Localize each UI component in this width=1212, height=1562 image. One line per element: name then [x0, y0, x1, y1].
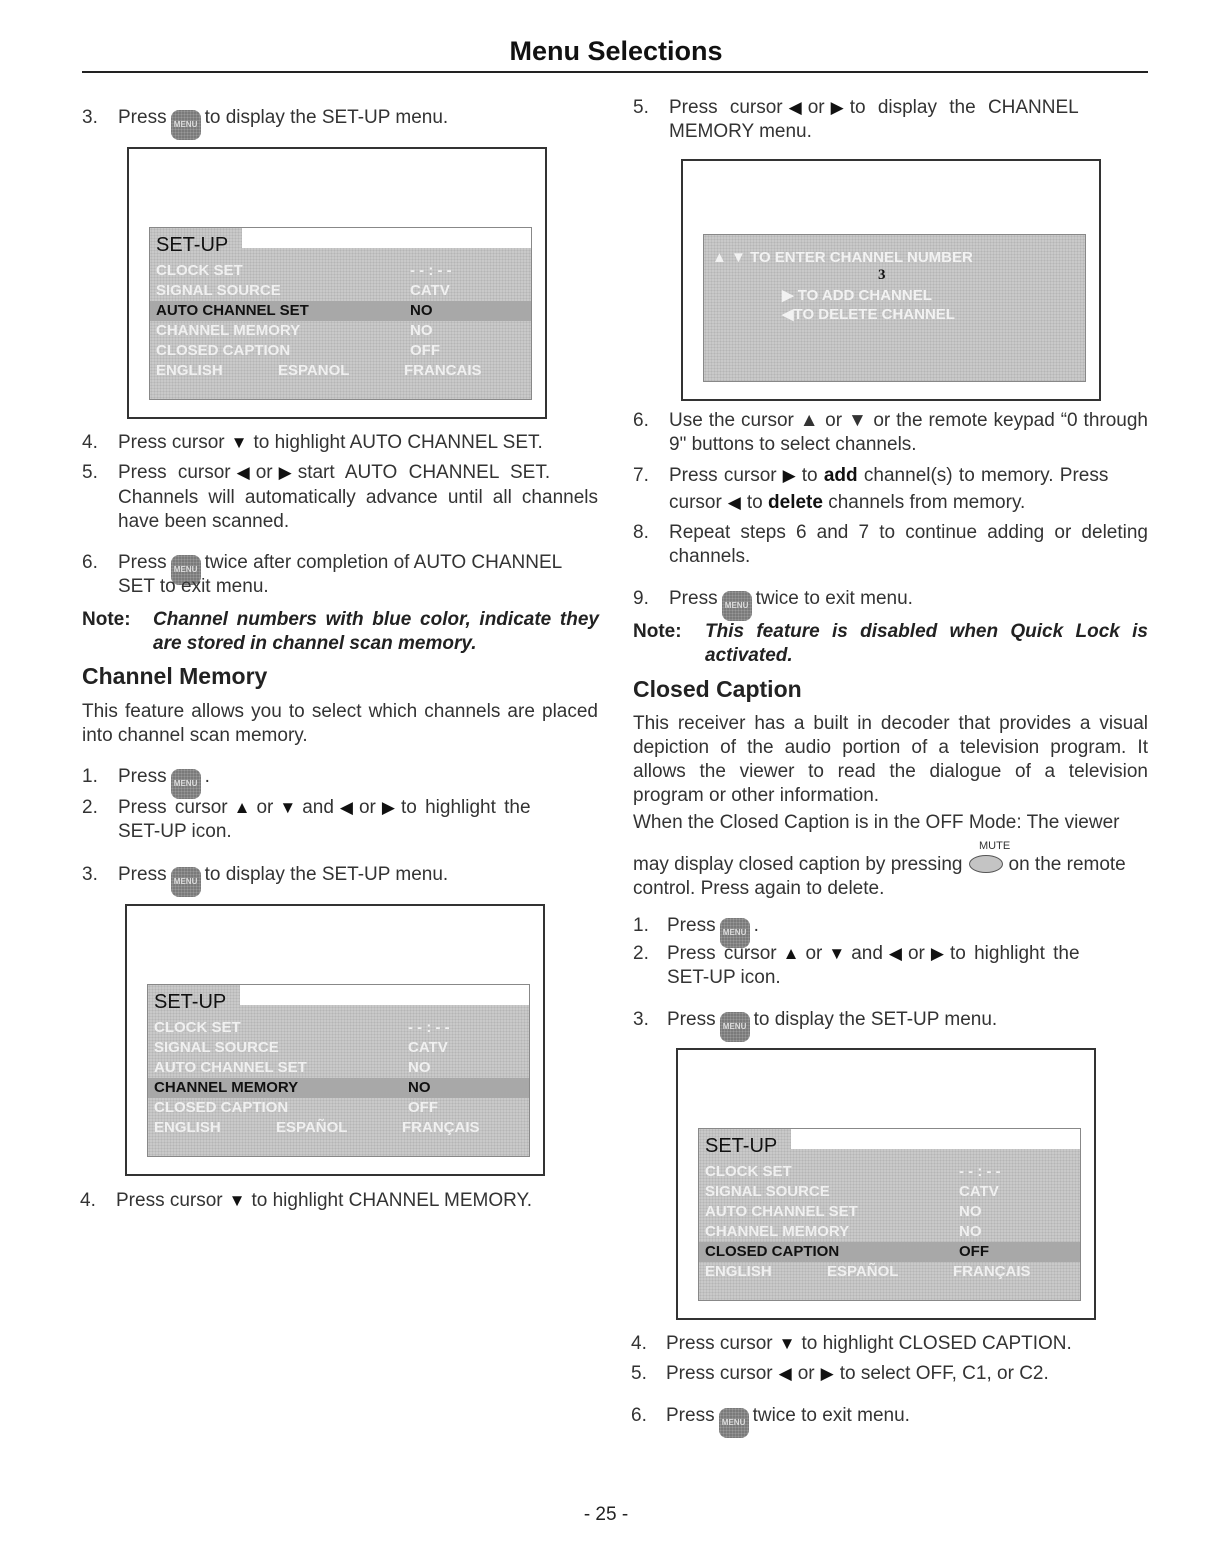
down-arrow-icon: ▼ — [230, 433, 248, 452]
down-arrow-icon: ▼ — [778, 1334, 796, 1353]
left-arrow-icon: ◀ — [727, 493, 741, 512]
add-channel-line — [782, 286, 932, 304]
up-arrow-icon: ▲ — [712, 249, 727, 266]
step-number: 3. — [633, 1009, 649, 1030]
osd-row-closed-caption[interactable] — [699, 1242, 1080, 1262]
row-value: NO — [408, 1059, 431, 1076]
tv-screen-setup-channel-memory — [125, 904, 545, 1176]
text-pre: may display closed caption by pressing — [633, 854, 963, 875]
step-mid: to — [801, 465, 818, 486]
step-pre: Press cursor — [669, 465, 777, 486]
pressing-text — [633, 853, 1126, 877]
right-arrow-icon: ▶ — [782, 287, 794, 304]
step-number: 2. — [633, 943, 649, 964]
left-arrow-icon: ◀ — [778, 1364, 792, 1383]
osd-row-language[interactable] — [148, 1118, 529, 1138]
step-post: twice to exit menu. — [752, 1405, 910, 1426]
tv-screen-setup-closed-caption — [676, 1048, 1096, 1320]
step-or: or — [256, 797, 274, 818]
page-number: - 25 - — [583, 1504, 629, 1525]
step-pre: Press cursor — [666, 1333, 773, 1354]
step-text — [669, 464, 1108, 488]
step-pre: Press — [667, 915, 716, 936]
setup-osd-menu — [149, 227, 532, 400]
lang-english[interactable]: ENGLISH — [154, 1119, 221, 1136]
step-pre: Press cursor — [118, 432, 225, 453]
step-pre: Press — [669, 588, 718, 609]
section-intro: This receiver has a built in decoder that provides a visual depiction of the audio portion of a television program. It allows the viewer to read the dialogue of a television program or other information. — [633, 713, 1148, 806]
osd-row-auto-channel-set[interactable] — [148, 1058, 529, 1078]
step-text — [667, 1008, 997, 1042]
step-text — [669, 96, 1079, 120]
add-keyword: add — [823, 465, 858, 486]
osd-row-clock-set[interactable] — [699, 1162, 1080, 1182]
add-channel-text: TO ADD CHANNEL — [797, 287, 932, 304]
row-label: AUTO CHANNEL SET — [156, 302, 309, 319]
left-arrow-icon: ◀ — [788, 98, 802, 117]
step-mid: channel(s) to memory. Press — [863, 465, 1109, 486]
row-value: - - : - - — [959, 1163, 1001, 1180]
step-post: to display the SET-UP menu. — [753, 1009, 998, 1030]
step-or: or — [358, 797, 376, 818]
step-mid: or — [797, 1363, 815, 1384]
osd-tab-setup: SET-UP — [705, 1135, 778, 1157]
step-number: 8. — [633, 522, 649, 543]
setup-osd-menu — [698, 1128, 1081, 1301]
channel-number-value: 3 — [878, 267, 886, 283]
step-number: 1. — [82, 766, 98, 787]
menu-button-icon: MENU — [720, 918, 750, 948]
page-title: Menu Selections — [509, 36, 723, 66]
step-continuation: SET-UP icon. — [667, 967, 781, 988]
down-arrow-icon: ▼ — [731, 249, 746, 266]
lang-espanol[interactable]: ESPANOL — [278, 362, 350, 379]
step-post: . — [204, 766, 210, 787]
up-arrow-icon: ▲ — [782, 944, 800, 963]
step-number: 4. — [82, 432, 98, 453]
step-pre: Press cursor — [669, 97, 783, 118]
osd-row-auto-channel-set[interactable] — [150, 301, 531, 321]
osd-row-signal-source[interactable] — [699, 1182, 1080, 1202]
step-pre: Press — [118, 766, 167, 787]
step-number: 4. — [631, 1333, 647, 1354]
section-heading-channel-memory: Channel Memory — [82, 663, 268, 689]
step-number: 3. — [82, 107, 98, 128]
row-value: CATV — [410, 282, 450, 299]
right-arrow-icon: ▶ — [278, 463, 292, 482]
down-arrow-icon: ▼ — [228, 1191, 246, 1210]
osd-row-closed-caption[interactable] — [150, 341, 531, 361]
step-number: 9. — [633, 588, 649, 609]
title-rule — [82, 71, 1148, 73]
step-continuation: Channels will automatically advance until all channels have been scanned. — [118, 487, 598, 532]
step-pre: Press — [118, 107, 167, 128]
right-arrow-icon: ▶ — [930, 944, 944, 963]
menu-button-icon: MENU — [171, 769, 201, 799]
step-number: 1. — [633, 915, 649, 936]
row-label: CHANNEL MEMORY — [154, 1079, 299, 1096]
step-post: to highlight AUTO CHANNEL SET. — [253, 432, 543, 453]
step-post: twice after completion of AUTO CHANNEL — [204, 552, 563, 573]
step-number: 4. — [80, 1190, 96, 1211]
lang-francais[interactable]: FRANÇAIS — [402, 1119, 480, 1136]
step-text — [666, 1362, 1049, 1386]
menu-button-icon: MENU — [719, 1408, 749, 1438]
note-label: Note: — [82, 609, 131, 630]
step-post: channels from memory. — [828, 492, 1026, 513]
pressing-continuation: control. Press again to delete. — [633, 878, 885, 899]
section-heading-closed-caption: Closed Caption — [633, 676, 802, 702]
step-pre: Press cursor — [666, 1363, 773, 1384]
delete-keyword: delete — [768, 492, 823, 513]
step-number: 6. — [631, 1405, 647, 1426]
menu-button-icon: MENU — [171, 555, 201, 585]
step-and: and — [851, 943, 883, 964]
step-pre: Press cursor — [118, 797, 228, 818]
menu-button-icon: MENU — [171, 110, 201, 140]
row-value: NO — [959, 1223, 982, 1240]
step-text — [669, 587, 913, 621]
osd-tab-setup: SET-UP — [154, 991, 227, 1013]
left-arrow-icon: ◀ — [236, 463, 250, 482]
step-post: to display the SET-UP menu. — [204, 107, 449, 128]
lang-english[interactable]: ENGLISH — [156, 362, 223, 379]
step-post: start AUTO CHANNEL SET. — [297, 462, 551, 483]
delete-channel-line — [782, 305, 955, 323]
row-label: SIGNAL SOURCE — [154, 1039, 279, 1056]
step-text: Use the cursor ▲ or ▼ or the remote keypad “0 through 9" buttons to select channels. — [669, 410, 1148, 455]
osd-row-channel-memory[interactable] — [148, 1078, 529, 1098]
row-value: NO — [408, 1079, 431, 1096]
menu-button-icon: MENU — [720, 1012, 750, 1042]
row-value: OFF — [959, 1243, 989, 1260]
right-arrow-icon: ▶ — [381, 798, 395, 817]
osd-header-bar — [242, 228, 531, 248]
step-post: to select OFF, C1, or C2. — [839, 1363, 1049, 1384]
step-post: to display the CHANNEL — [849, 97, 1079, 118]
step-pre: Press — [118, 864, 167, 885]
step-number: 5. — [82, 462, 98, 483]
row-label: CHANNEL MEMORY — [156, 322, 301, 339]
step-number: 2. — [82, 797, 98, 818]
osd-row-language[interactable] — [699, 1262, 1080, 1282]
osd-tab-setup: SET-UP — [156, 234, 229, 256]
lang-espanol[interactable]: ESPAÑOL — [276, 1119, 348, 1136]
row-value: - - : - - — [410, 262, 452, 279]
osd-row-auto-channel-set[interactable] — [699, 1202, 1080, 1222]
section-intro: This feature allows you to select which channels are placed into channel scan memory. — [82, 701, 598, 746]
step-pre: Press cursor — [116, 1190, 223, 1211]
step-text — [667, 942, 1080, 966]
menu-button-icon: MENU — [171, 867, 201, 897]
step-post: to highlight CHANNEL MEMORY. — [251, 1190, 533, 1211]
right-arrow-icon: ▶ — [830, 98, 844, 117]
tv-screen-setup-auto — [127, 147, 547, 419]
step-pre: cursor — [669, 492, 722, 513]
step-text — [118, 796, 531, 820]
row-label: SIGNAL SOURCE — [156, 282, 281, 299]
lang-english[interactable]: ENGLISH — [705, 1263, 772, 1280]
row-value: OFF — [410, 342, 440, 359]
step-number: 3. — [82, 864, 98, 885]
step-text — [118, 765, 210, 799]
step-text — [118, 431, 543, 455]
step-text — [116, 1189, 532, 1213]
row-value: - - : - - — [408, 1019, 450, 1036]
osd-row-language[interactable] — [150, 361, 531, 381]
step-mid: or — [255, 462, 273, 483]
row-value: NO — [959, 1203, 982, 1220]
row-label: CLOCK SET — [705, 1163, 792, 1180]
tv-screen-channel-memory — [681, 159, 1101, 401]
left-arrow-icon: ◀ — [782, 306, 794, 323]
row-label: CLOSED CAPTION — [705, 1243, 840, 1260]
step-pre: Press — [118, 552, 167, 573]
row-label: AUTO CHANNEL SET — [154, 1059, 307, 1076]
left-arrow-icon: ◀ — [339, 798, 353, 817]
row-value: OFF — [408, 1099, 438, 1116]
row-label: CLOCK SET — [156, 262, 243, 279]
mute-button-icon — [969, 855, 1003, 873]
step-number: 7. — [633, 465, 649, 486]
setup-osd-menu — [147, 984, 530, 1157]
step-post: to display the SET-UP menu. — [204, 864, 449, 885]
down-arrow-icon: ▼ — [828, 944, 846, 963]
lang-francais[interactable]: FRANCAIS — [404, 362, 482, 379]
enter-channel-line — [712, 249, 973, 266]
right-arrow-icon: ▶ — [782, 466, 796, 485]
osd-header-bar — [240, 985, 529, 1005]
step-post: to highlight the — [400, 797, 531, 818]
step-number: 5. — [633, 97, 649, 118]
osd-row-closed-caption[interactable] — [148, 1098, 529, 1118]
osd-row-signal-source[interactable] — [150, 281, 531, 301]
step-number: 5. — [631, 1363, 647, 1384]
row-value: CATV — [408, 1039, 448, 1056]
step-pre: Press — [667, 1009, 716, 1030]
channel-memory-osd — [703, 234, 1086, 382]
step-continuation: MEMORY menu. — [669, 121, 812, 142]
step-pre: Press — [666, 1405, 715, 1426]
right-arrow-icon: ▶ — [820, 1364, 834, 1383]
step-continuation: SET to exit menu. — [118, 576, 269, 597]
step-text — [118, 461, 550, 485]
step-continuation — [669, 491, 1025, 515]
osd-row-signal-source[interactable] — [148, 1038, 529, 1058]
note-label: Note: — [633, 621, 682, 642]
step-mid: or — [807, 97, 825, 118]
lang-espanol[interactable]: ESPAÑOL — [827, 1263, 899, 1280]
note-text: This feature is disabled when Quick Lock is activated. — [705, 621, 1148, 666]
step-text — [666, 1332, 1072, 1356]
step-continuation: SET-UP icon. — [118, 821, 232, 842]
row-label: CHANNEL MEMORY — [705, 1223, 850, 1240]
osd-header-bar — [791, 1129, 1080, 1149]
step-post: to highlight CLOSED CAPTION. — [801, 1333, 1072, 1354]
menu-button-icon: MENU — [722, 591, 752, 621]
row-label: CLOSED CAPTION — [156, 342, 291, 359]
delete-channel-text: TO DELETE CHANNEL — [793, 306, 955, 323]
text-post: on the remote — [1008, 854, 1126, 875]
row-label: SIGNAL SOURCE — [705, 1183, 830, 1200]
step-text — [666, 1404, 910, 1438]
osd-row-channel-memory[interactable] — [699, 1222, 1080, 1242]
step-number: 6. — [82, 552, 98, 573]
lang-francais[interactable]: FRANÇAIS — [953, 1263, 1031, 1280]
osd-row-clock-set[interactable] — [148, 1018, 529, 1038]
osd-row-clock-set[interactable] — [150, 261, 531, 281]
step-or: or — [805, 943, 823, 964]
step-text — [118, 106, 448, 140]
off-mode-text: When the Closed Caption is in the OFF Mode: The viewer — [633, 812, 1120, 833]
row-value: CATV — [959, 1183, 999, 1200]
left-arrow-icon: ◀ — [888, 944, 902, 963]
step-number: 6. — [633, 410, 649, 431]
step-post: to highlight the — [949, 943, 1080, 964]
enter-channel-text: TO ENTER CHANNEL NUMBER — [750, 249, 973, 266]
row-value: NO — [410, 322, 433, 339]
step-text — [118, 863, 448, 897]
step-post: . — [753, 915, 759, 936]
step-or: or — [907, 943, 925, 964]
step-post: twice to exit menu. — [755, 588, 913, 609]
mute-label: MUTE — [979, 840, 1011, 852]
step-mid: to — [746, 492, 763, 513]
row-value: NO — [410, 302, 433, 319]
step-and: and — [302, 797, 334, 818]
row-label: AUTO CHANNEL SET — [705, 1203, 858, 1220]
row-label: CLOSED CAPTION — [154, 1099, 289, 1116]
osd-row-channel-memory[interactable] — [150, 321, 531, 341]
down-arrow-icon: ▼ — [279, 798, 297, 817]
step-text: Repeat steps 6 and 7 to continue adding or deleting channels. — [669, 522, 1148, 567]
step-pre: Press cursor — [667, 943, 777, 964]
up-arrow-icon: ▲ — [233, 798, 251, 817]
note-text: Channel numbers with blue color, indicate they are stored in channel scan memory. — [153, 609, 599, 654]
step-pre: Press cursor — [118, 462, 231, 483]
row-label: CLOCK SET — [154, 1019, 241, 1036]
